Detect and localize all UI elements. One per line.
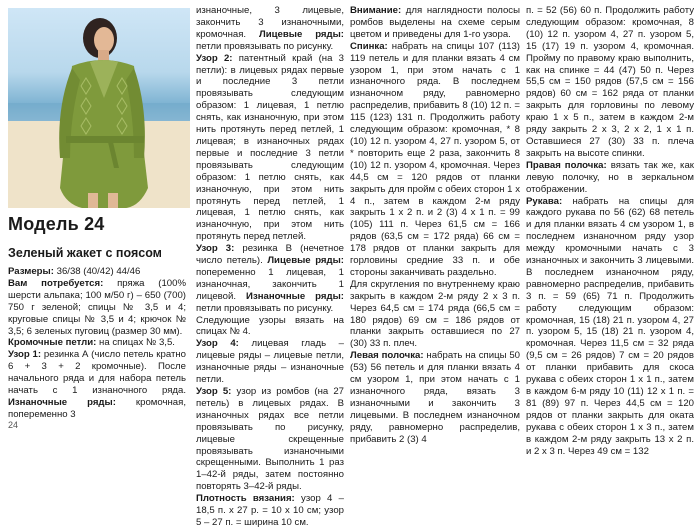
paragraph: Для скругления по внутреннему краю закрыть в каждом 2-м ряду 2 x 3 п. Через 64,5 см = 174 ряда (66,5 см = 180 рядов) 69 см = 186 рядов от планки закрыть оставшиеся по 27 (30) 33 п. плеч. [350, 278, 520, 350]
paragraph: Внимание: для наглядности полосы ромбов выделены на схеме серым цветом и приведены для 1-го узора. [350, 5, 520, 40]
paragraph: Кромочные петли: на спицах № 3,5. [8, 337, 175, 349]
column-4 [526, 5, 694, 457]
column-1 [8, 266, 186, 426]
paragraph: Узор 1: резинка А (число петель кратно 6 + 3 + 2 кромочные). После начального ряда и для набора петель начать с 1 изнаночного ряда. Изнаночные ряды: кромочная, попеременно 3 [8, 349, 186, 420]
paragraph: Узор 5: узор из ромбов (на 27 петель) в лицевых рядах. В изнаночных рядах все петли провязывать по рисунку, лицевые скрещенные провязывать изнаночными скрещенными. Выполнить 1 раз 1–42-й ряды, затем постоянно повторять 3–42-й ряды. [196, 386, 344, 493]
paragraph: Узор 4: лицевая гладь – лицевые ряды – лицевые петли, изнаночные ряды – изнаночные петли. [196, 338, 345, 386]
paragraph: п. = 52 (56) 60 п. Продолжить работу следующим образом: кромочная, 8 (10) 12 п. узором 4, 27 п. узором 5, 15 (17) 19 п. узором 4, кромочная. Пройму по правому краю выполнить, как на спинке = 44 (47) 50 п. Через 55,5 см = 150 рядов (57,5 см = 156 рядов) 60 см = 162 ряда от планки закрыть для горловины по левому краю 1 x 5 п., затем в каждом 2-м ряду закрыть 2 x 3, 2 x 2, 1 x 1 п. Оставшиеся 27 (30) 33 п. плеча закрыть на высоте спинки. [526, 5, 694, 159]
paragraph: изнаночные, 3 лицевые, закончить 3 изнаночными, кромочная. Лицевые ряды: петли провязывать по рисунку. [196, 5, 345, 52]
model-illustration [8, 8, 190, 208]
column-3 [350, 5, 520, 445]
paragraph: Левая полочка: набрать на спицы 50 (53) 56 петель и для планки вязать 4 см узором 1, при этом начать с 1 изнаночного ряда, вязать 3 изнаночными и закончить 3 лицевыми. В последнем изнаночном ряду, равномерно распределив, прибавить 2 (3) 4 [350, 350, 520, 445]
model-photo [8, 8, 190, 208]
model-subtitle: Зеленый жакет с поясом [8, 246, 162, 260]
paragraph: Узор 3: резинка В (нечетное число петель). Лицевые ряды: попеременно 1 лицевая, 1 изнаночная, закончить 1 лицевой. Изнаночные ряды: петли провязывать по рисунку. [196, 243, 345, 314]
paragraph: Плотность вязания: узор 4 – 18,5 п. x 27 р. = 10 x 10 см; узор 5 – 27 п. = ширина 10 см. [196, 493, 344, 528]
page-corner-number: 24 [8, 420, 19, 430]
paragraph: Спинка: набрать на спицы 107 (113) 119 петель и для планки вязать 4 см узором 1, при этом начать с 1 изнаночного ряда. В последнем изнаночном ряду, равномерно распределив, прибавить 8 (10) 12 п. = 115 (123) 131 п. Продолжить работу следующим образом: кромочная, * 8 (10) 12 п. узором 4, 27 п. узором 5, от * повторить еще 2 раза, закончить 8 (10) 12 п. узором 4, кромочная. Через 44,5 см = 120 рядов от планки закрыть для пройм с обеих сторон 1 x 4 п., затем в каждом 2-м ряду закрыть 1 x 2 п. и 2 (3) 4 x 1 п. = 99 (105) 111 п. Через 61,5 см = 166 рядов (63,5 см = 172 ряда) 66 см = 178 рядов от планки закрыть для горловины средние 33 п. и обе стороны заканчивать раздельно. [350, 40, 520, 278]
model-title: Модель 24 [8, 214, 105, 234]
paragraph: Следующие узоры вязать на спицах № 4. [196, 314, 344, 338]
paragraph: Размеры: 36/38 (40/42) 44/46 [8, 266, 141, 277]
paragraph: Узор 2: патентный край (на 3 петли): в лицевых рядах первые и последние 3 петли провязывать следующим образом: 1 лицевая, 1 петлю снять, как изнаночную, при этом нить протянуть перед петлей, 1 лицевая; в изнаночных рядах первые и последние 3 петли провязывать следующим образом: 1 петлю снять, как изнаночную, при этом нить протянуть перед петлей, 1 лицевая, 1 петлю снять, как изнаночную, при этом нить протянуть перед петлей. [196, 52, 344, 243]
paragraph: Рукава: набрать на спицы для каждого рукава по 56 (62) 68 петель и для планки вязать 4 см узором 1, в последнем изнаночном ряду узор между кромочными начать с 3 изнаночных и закончить 3 лицевыми. В последнем изнаночном ряду, равномерно распределив, прибавить 3 п. = 59 (65) 71 п. Продолжить работу следующим образом: кромочная, 15 (18) 21 п. узором 4, 27 п. узором 5, 15 (18) 21 п. узором 4, кромочная. Через 11,5 см = 32 ряда (9,5 см = 26 рядов) 7 см = 20 рядов от планки прибавить для скоса рукава с обеих сторон 1 x 1 п., затем в каждом 6-м ряду 10 (11) 12 x 1 п. = 81 (89) 97 п. Через 44,5 см = 120 рядов от планки закрыть для оката рукава с обеих сторон 1 x 3 п., затем в каждом 2-м ряду закрыть 13 x 2 п. и 2 x 3 п. Через 49 см = 132 [526, 195, 694, 457]
column-2 [196, 5, 345, 528]
paragraph: Правая полочка: вязать так же, как левую полочку, но в зеркальном отображении. [526, 159, 694, 195]
paragraph: Вам потребуется: пряжа (100% шерсти альпака; 100 м/50 г) – 650 (700) 750 г зеленой; спицы № 3,5 и 4; круговые спицы № 3,5 и 4; крючок № 3,5; 6 зеленых пуговиц (размер 30 мм). [8, 277, 186, 337]
